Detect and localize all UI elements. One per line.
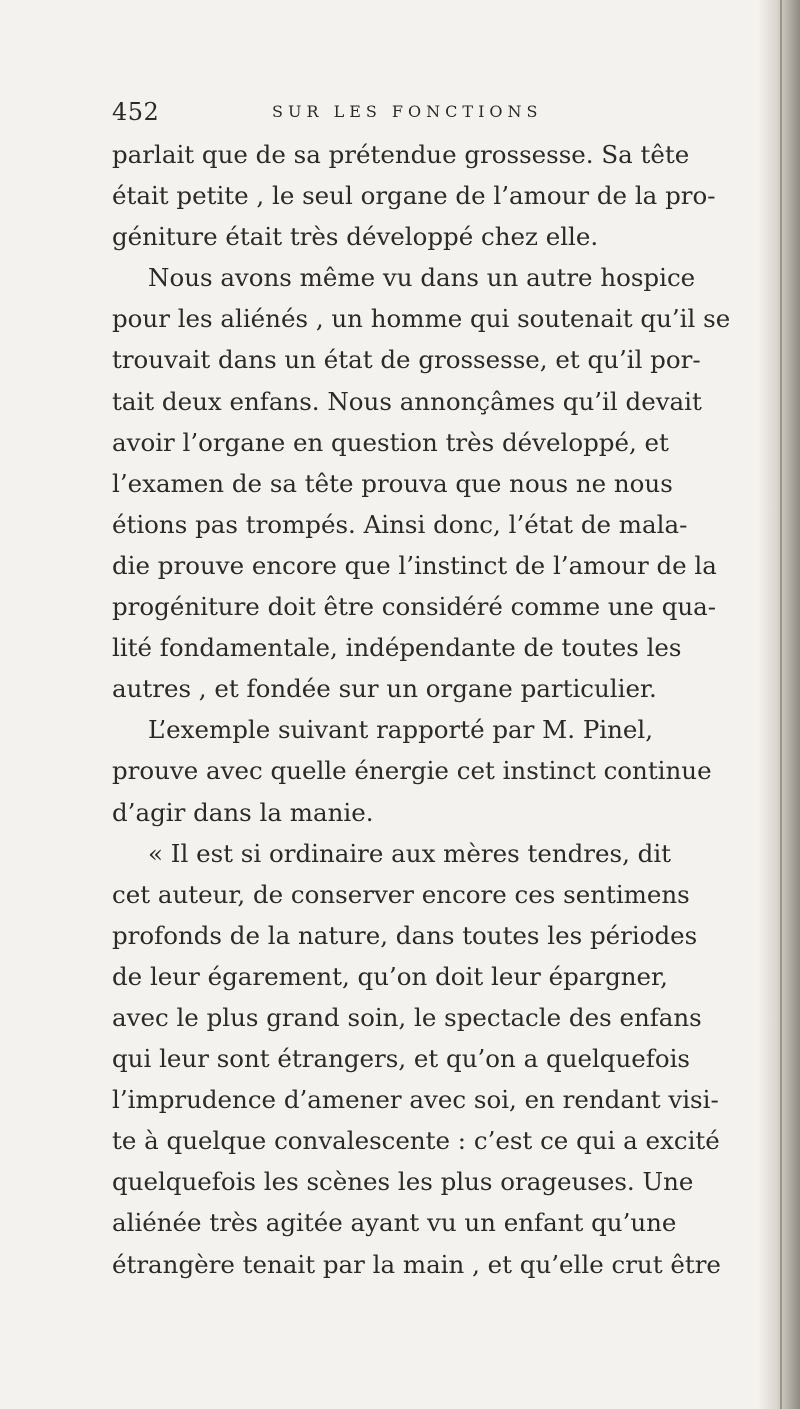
text-line: avoir l’organe en question très développé, et bbox=[112, 427, 669, 457]
text-line: aliénée très agitée ayant vu un enfant qu’une bbox=[112, 1208, 677, 1238]
body-text bbox=[112, 134, 752, 1285]
page-header bbox=[112, 98, 672, 132]
text-line: parlait que de sa prétendue grossesse. Sa tête bbox=[112, 140, 690, 169]
text-line: profonds de la nature, dans toutes les périodes bbox=[112, 920, 698, 950]
page-number: 452 bbox=[112, 98, 160, 126]
text-line: de leur égarement, qu’on doit leur épargner, bbox=[112, 961, 668, 991]
text-line: prouve avec quelle énergie cet instinct continue bbox=[112, 756, 712, 786]
text-line: qui leur sont étrangers, et qu’on a quelquefois bbox=[112, 1044, 690, 1074]
text-line: d’agir dans la manie. bbox=[112, 797, 374, 827]
text-line: trouvait dans un état de grossesse, et qu’il por- bbox=[112, 345, 701, 375]
text-line: l’imprudence d’amener avec soi, en rendant visi- bbox=[112, 1085, 719, 1115]
paragraph-start-line: L’exemple suivant rapporté par M. Pinel, bbox=[148, 715, 654, 745]
text-line: géniture était très développé chez elle. bbox=[112, 222, 599, 252]
quote-start-line: « Il est si ordinaire aux mères tendres, dit bbox=[148, 838, 672, 868]
text-line: cet auteur, de conserver encore ces sentimens bbox=[112, 879, 690, 909]
text-line: était petite , le seul organe de l’amour de la pro- bbox=[112, 181, 716, 211]
text-line: étions pas trompés. Ainsi donc, l’état de mala- bbox=[112, 509, 688, 539]
text-line: quelquefois les scènes les plus orageuses. Une bbox=[112, 1167, 694, 1197]
text-line: die prouve encore que l’instinct de l’amour de la bbox=[112, 550, 717, 580]
text-line: tait deux enfans. Nous annonçâmes qu’il devait bbox=[112, 386, 702, 416]
text-line: lité fondamentale, indépendante de toutes les bbox=[112, 633, 682, 663]
running-head: SUR LES FONCTIONS bbox=[272, 102, 543, 121]
text-line: avec le plus grand soin, le spectacle des enfans bbox=[112, 1002, 702, 1032]
text-line: autres , et fondée sur un organe particulier. bbox=[112, 674, 657, 704]
page-binding-edge bbox=[758, 0, 800, 1409]
binding-shadow-line bbox=[780, 0, 782, 1409]
paragraph-start-line: Nous avons même vu dans un autre hospice bbox=[148, 263, 696, 293]
text-line: étrangère tenait par la main , et qu’elle crut être bbox=[112, 1249, 721, 1279]
text-line: pour les aliénés , un homme qui soutenait qu’il se bbox=[112, 304, 731, 334]
text-line: te à quelque convalescente : c’est ce qui a excité bbox=[112, 1126, 720, 1156]
text-line: l’examen de sa tête prouva que nous ne nous bbox=[112, 468, 673, 498]
text-line: progéniture doit être considéré comme une qua- bbox=[112, 592, 717, 622]
